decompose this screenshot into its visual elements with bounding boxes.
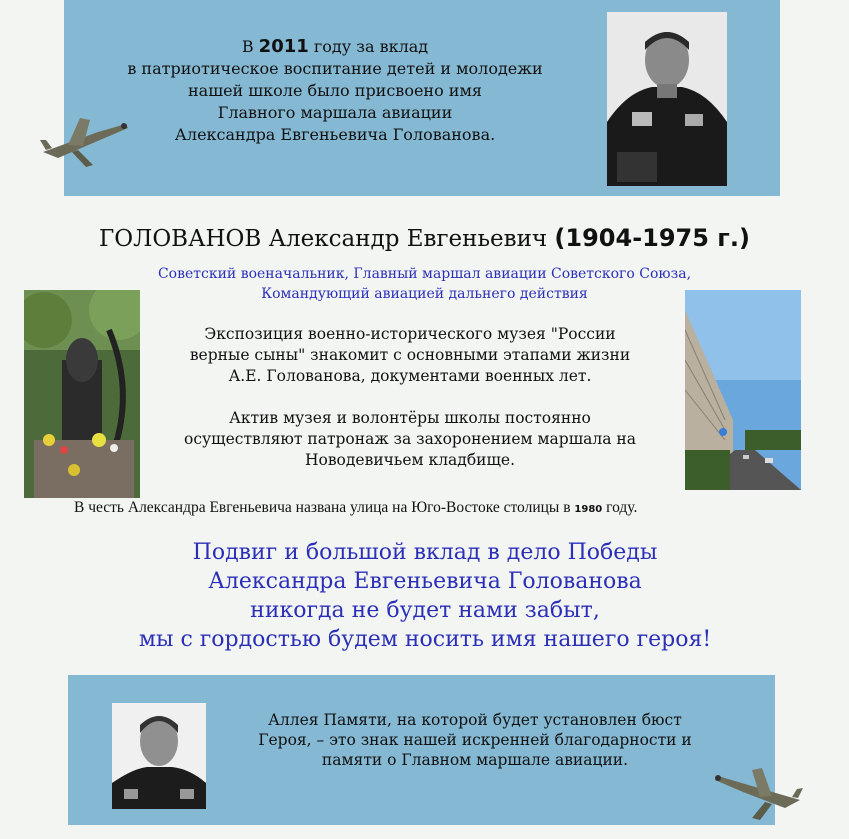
bottom-line-2: Героя, – это знак нашей искренней благодарности и xyxy=(258,731,692,749)
top-panel-text xyxy=(120,36,550,146)
tribute-text xyxy=(60,538,790,654)
airplane-icon xyxy=(38,110,133,170)
subtitle-line-2: Командующий авиацией дальнего действия xyxy=(261,286,588,302)
top-line-1: В 2011 году за вклад xyxy=(241,36,429,57)
tribute-line-2: Александра Евгеньевича Голованова xyxy=(208,569,642,594)
title-name: ГОЛОВАНОВ Александр Евгеньевич xyxy=(99,226,555,252)
grave-memorial-photo xyxy=(24,290,140,498)
airplane-icon xyxy=(710,762,805,822)
title-years: (1904-1975 г.) xyxy=(554,224,750,252)
top-line-5: Александра Евгеньевича Голованова. xyxy=(174,125,496,144)
bottom-line-1: Аллея Памяти, на которой будет установлен бюст xyxy=(268,711,682,729)
street-note: В честь Александра Евгеньевича названа улица на Юго-Востоке столицы в 1980 году. xyxy=(74,499,638,516)
golovanov-portrait-photo xyxy=(607,12,727,186)
top-line-4: Главного маршала авиации xyxy=(217,103,453,122)
tribute-line-3: никогда не будет нами забыт, xyxy=(250,598,600,623)
bottom-panel-text xyxy=(205,710,745,770)
street-photo xyxy=(685,290,801,490)
page-title xyxy=(0,222,849,255)
museum-p1-line-3: А.Е. Голованова, документами военных лет. xyxy=(228,367,592,385)
subtitle-line-1: Советский военачальник, Главный маршал авиации Советского Союза, xyxy=(157,266,692,282)
top-line-3: нашей школе было присвоено имя xyxy=(188,81,482,100)
museum-text xyxy=(140,324,680,471)
museum-p2-line-3: Новодевичьем кладбище. xyxy=(304,451,515,469)
museum-p1-line-2: верные сыны" знакомит с основными этапами жизни xyxy=(189,346,631,364)
tribute-line-4: мы с гордостью будем носить имя нашего героя! xyxy=(138,627,712,652)
bottom-line-3: памяти о Главном маршале авиации. xyxy=(321,751,629,769)
tribute-line-1: Подвиг и большой вклад в дело Победы xyxy=(192,540,658,565)
top-line-2: в патриотическое воспитание детей и молодежи xyxy=(127,59,543,78)
golovanov-portrait-small xyxy=(112,703,206,809)
museum-p2-line-2: осуществляют патронаж за захоронением маршала на xyxy=(184,430,636,448)
museum-p2-line-1: Актив музея и волонтёры школы постоянно xyxy=(229,409,591,427)
museum-p1-line-1: Экспозиция военно-исторического музея "России xyxy=(204,325,616,343)
